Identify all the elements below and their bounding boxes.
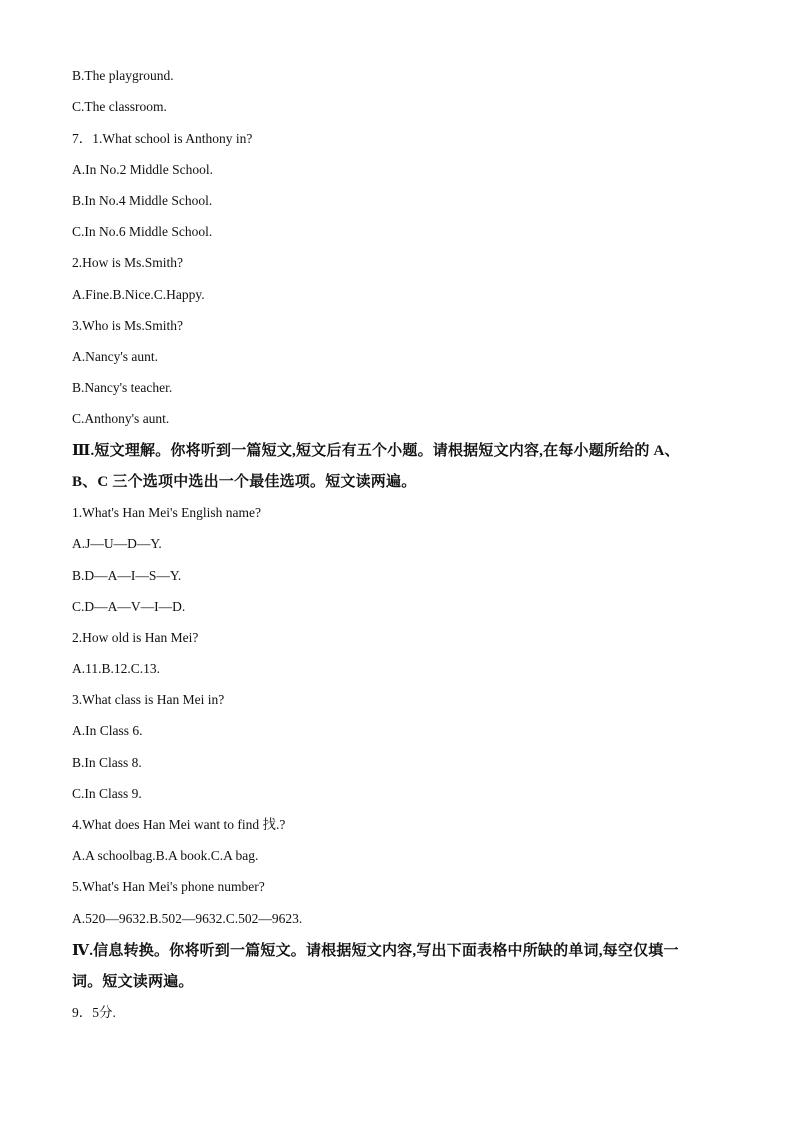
option-c-anthonys-aunt: C.Anthony's aunt.: [72, 411, 170, 426]
option-c-david: C.D—A—V—I—D.: [72, 599, 186, 614]
option-c-no6-school: C.In No.6 Middle School.: [72, 224, 213, 239]
option-a-nancys-aunt: A.Nancy's aunt.: [72, 349, 159, 364]
question-s3-5: 5.What's Han Mei's phone number?: [72, 879, 265, 894]
section-4-heading-line2: 词。短文读两遍。: [72, 974, 194, 990]
options-7-2: A.Fine.B.Nice.C.Happy.: [72, 287, 205, 302]
section-4-heading-line1: Ⅳ.信息转换。你将听到一篇短文。请根据短文内容,写出下面表格中所缺的单词,每空仅填一: [72, 943, 679, 959]
question-9-score: 9．5分.: [72, 1005, 116, 1020]
options-s3-2: A.11.B.12.C.13.: [72, 661, 161, 676]
option-b-class-8: B.In Class 8.: [72, 755, 142, 770]
question-7-2: 2.How is Ms.Smith?: [72, 255, 184, 270]
options-s3-4: A.A schoolbag.B.A book.C.A bag.: [72, 848, 259, 863]
question-7-3: 3.Who is Ms.Smith?: [72, 318, 184, 333]
question-s3-2: 2.How old is Han Mei?: [72, 630, 199, 645]
option-b-nancys-teacher: B.Nancy's teacher.: [72, 380, 173, 395]
section-3-heading-line1: Ⅲ.短文理解。你将听到一篇短文,短文后有五个小题。请根据短文内容,在每小题所给的 A、: [72, 443, 680, 459]
question-s3-4: 4.What does Han Mei want to find 找.?: [72, 817, 286, 832]
section-3-heading-line2: B、C 三个选项中选出一个最佳选项。短文读两遍。: [72, 474, 417, 490]
option-c-class-9: C.In Class 9.: [72, 786, 142, 801]
option-b-playground: B.The playground.: [72, 68, 174, 83]
option-b-daisy: B.D—A—I—S—Y.: [72, 568, 182, 583]
option-a-judy: A.J—U—D—Y.: [72, 536, 162, 551]
option-a-class-6: A.In Class 6.: [72, 723, 143, 738]
question-7-1: 7．1.What school is Anthony in?: [72, 131, 253, 146]
option-b-no4-school: B.In No.4 Middle School.: [72, 193, 213, 208]
question-s3-1: 1.What's Han Mei's English name?: [72, 505, 261, 520]
question-s3-3: 3.What class is Han Mei in?: [72, 692, 225, 707]
options-s3-5: A.520—9632.B.502—9632.C.502—9623.: [72, 911, 303, 926]
option-a-no2-school: A.In No.2 Middle School.: [72, 162, 213, 177]
option-c-classroom: C.The classroom.: [72, 99, 167, 114]
